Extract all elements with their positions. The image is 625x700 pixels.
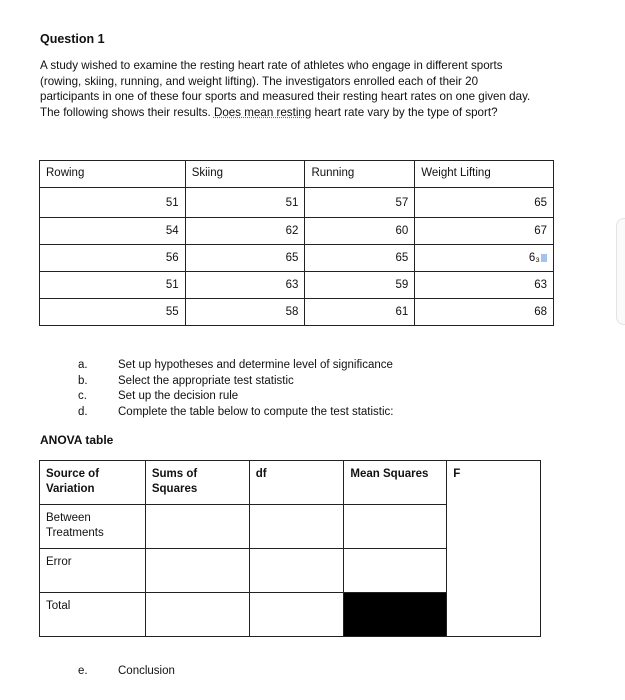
anova-table <box>39 460 541 637</box>
anova-header-row <box>40 461 541 505</box>
table-cell: 68 <box>415 299 554 326</box>
anova-input-cell[interactable] <box>344 549 447 593</box>
step-letter: e. <box>78 665 88 677</box>
step-text: Set up the decision rule <box>118 390 239 402</box>
anova-input-cell[interactable] <box>249 549 344 593</box>
intro-last-prefix: The following shows their results. <box>40 105 214 119</box>
anova-row-label: Between Treatments <box>40 505 146 549</box>
intro-underlined-phrase: Does mean resting <box>213 105 312 119</box>
intro-line-3: participants in one of these four sports and measured their resting heart rates on one given day. <box>40 90 531 103</box>
list-item <box>78 389 394 405</box>
table-cell: 51 <box>40 188 186 218</box>
question-title: Question 1 <box>40 32 105 46</box>
table-row <box>40 549 541 593</box>
anova-header-f: F <box>447 461 541 505</box>
step-text: Conclusion <box>118 665 175 677</box>
table-cell-value: 6₃ <box>528 252 540 264</box>
table-cell: 67 <box>415 218 554 245</box>
anova-header-ms: Mean Squares <box>344 461 447 505</box>
table-cell: 63 <box>415 272 554 299</box>
table-cell: 58 <box>185 299 305 326</box>
table-row <box>40 505 541 549</box>
table-row <box>40 593 541 637</box>
table-row <box>40 188 554 218</box>
cursor-marker-icon <box>541 254 547 262</box>
anova-input-cell[interactable] <box>145 593 249 637</box>
table-cell: 65 <box>305 245 415 272</box>
sports-data-table <box>39 160 554 326</box>
anova-input-cell[interactable] <box>344 505 447 549</box>
list-item <box>78 358 394 374</box>
list-item <box>78 374 394 390</box>
table-cell-editing[interactable] <box>415 245 554 272</box>
header-rowing: Rowing <box>40 161 186 188</box>
side-panel-handle[interactable] <box>616 218 625 325</box>
step-letter: c. <box>78 390 87 402</box>
table-cell: 51 <box>40 272 186 299</box>
anova-input-cell[interactable] <box>249 593 344 637</box>
table-cell: 54 <box>40 218 186 245</box>
anova-header-df: df <box>249 461 344 505</box>
list-item <box>78 405 394 421</box>
table-row <box>40 245 554 272</box>
table-cell: 55 <box>40 299 186 326</box>
anova-blocked-cell <box>344 593 447 637</box>
table-row <box>40 218 554 245</box>
header-running: Running <box>305 161 415 188</box>
header-weight-lifting: Weight Lifting <box>415 161 554 188</box>
table-cell: 51 <box>185 188 305 218</box>
table-cell: 62 <box>185 218 305 245</box>
table-cell: 57 <box>305 188 415 218</box>
step-text: Set up hypotheses and determine level of significance <box>118 359 393 371</box>
anova-input-cell[interactable] <box>145 505 249 549</box>
anova-row-label: Total <box>40 593 146 637</box>
step-letter: b. <box>78 374 88 387</box>
header-skiing: Skiing <box>185 161 305 188</box>
step-list <box>78 358 394 420</box>
table-cell: 56 <box>40 245 186 272</box>
table-cell: 65 <box>415 188 554 218</box>
sports-header-row <box>40 161 554 188</box>
anova-input-cell[interactable] <box>249 505 344 549</box>
anova-title: ANOVA table <box>40 433 114 447</box>
anova-f-cell[interactable] <box>447 593 541 637</box>
step-letter: a. <box>78 359 88 371</box>
question-intro <box>40 58 585 120</box>
anova-input-cell[interactable] <box>145 549 249 593</box>
conclusion-item <box>78 665 175 677</box>
table-cell: 63 <box>185 272 305 299</box>
table-row <box>40 299 554 326</box>
step-letter: d. <box>78 405 88 418</box>
table-cell: 65 <box>185 245 305 272</box>
intro-line-1: A study wished to examine the resting heart rate of athletes who engage in different sports <box>40 59 503 72</box>
table-cell: 59 <box>305 272 415 299</box>
anova-f-cell[interactable] <box>447 549 541 593</box>
anova-f-cell[interactable] <box>447 505 541 549</box>
anova-header-ss: Sums of Squares <box>145 461 249 505</box>
intro-line-4 <box>40 105 585 121</box>
step-text: Select the appropriate test statistic <box>118 374 294 387</box>
table-cell: 61 <box>305 299 415 326</box>
step-text: Complete the table below to compute the test statistic: <box>118 405 394 418</box>
anova-row-label: Error <box>40 549 146 593</box>
intro-line-2: (rowing, skiing, running, and weight lifting). The investigators enrolled each of their 20 <box>40 74 479 88</box>
anova-header-source: Source of Variation <box>40 461 146 505</box>
intro-last-suffix: heart rate vary by the type of sport? <box>311 105 498 119</box>
table-row <box>40 272 554 299</box>
table-cell: 60 <box>305 218 415 245</box>
